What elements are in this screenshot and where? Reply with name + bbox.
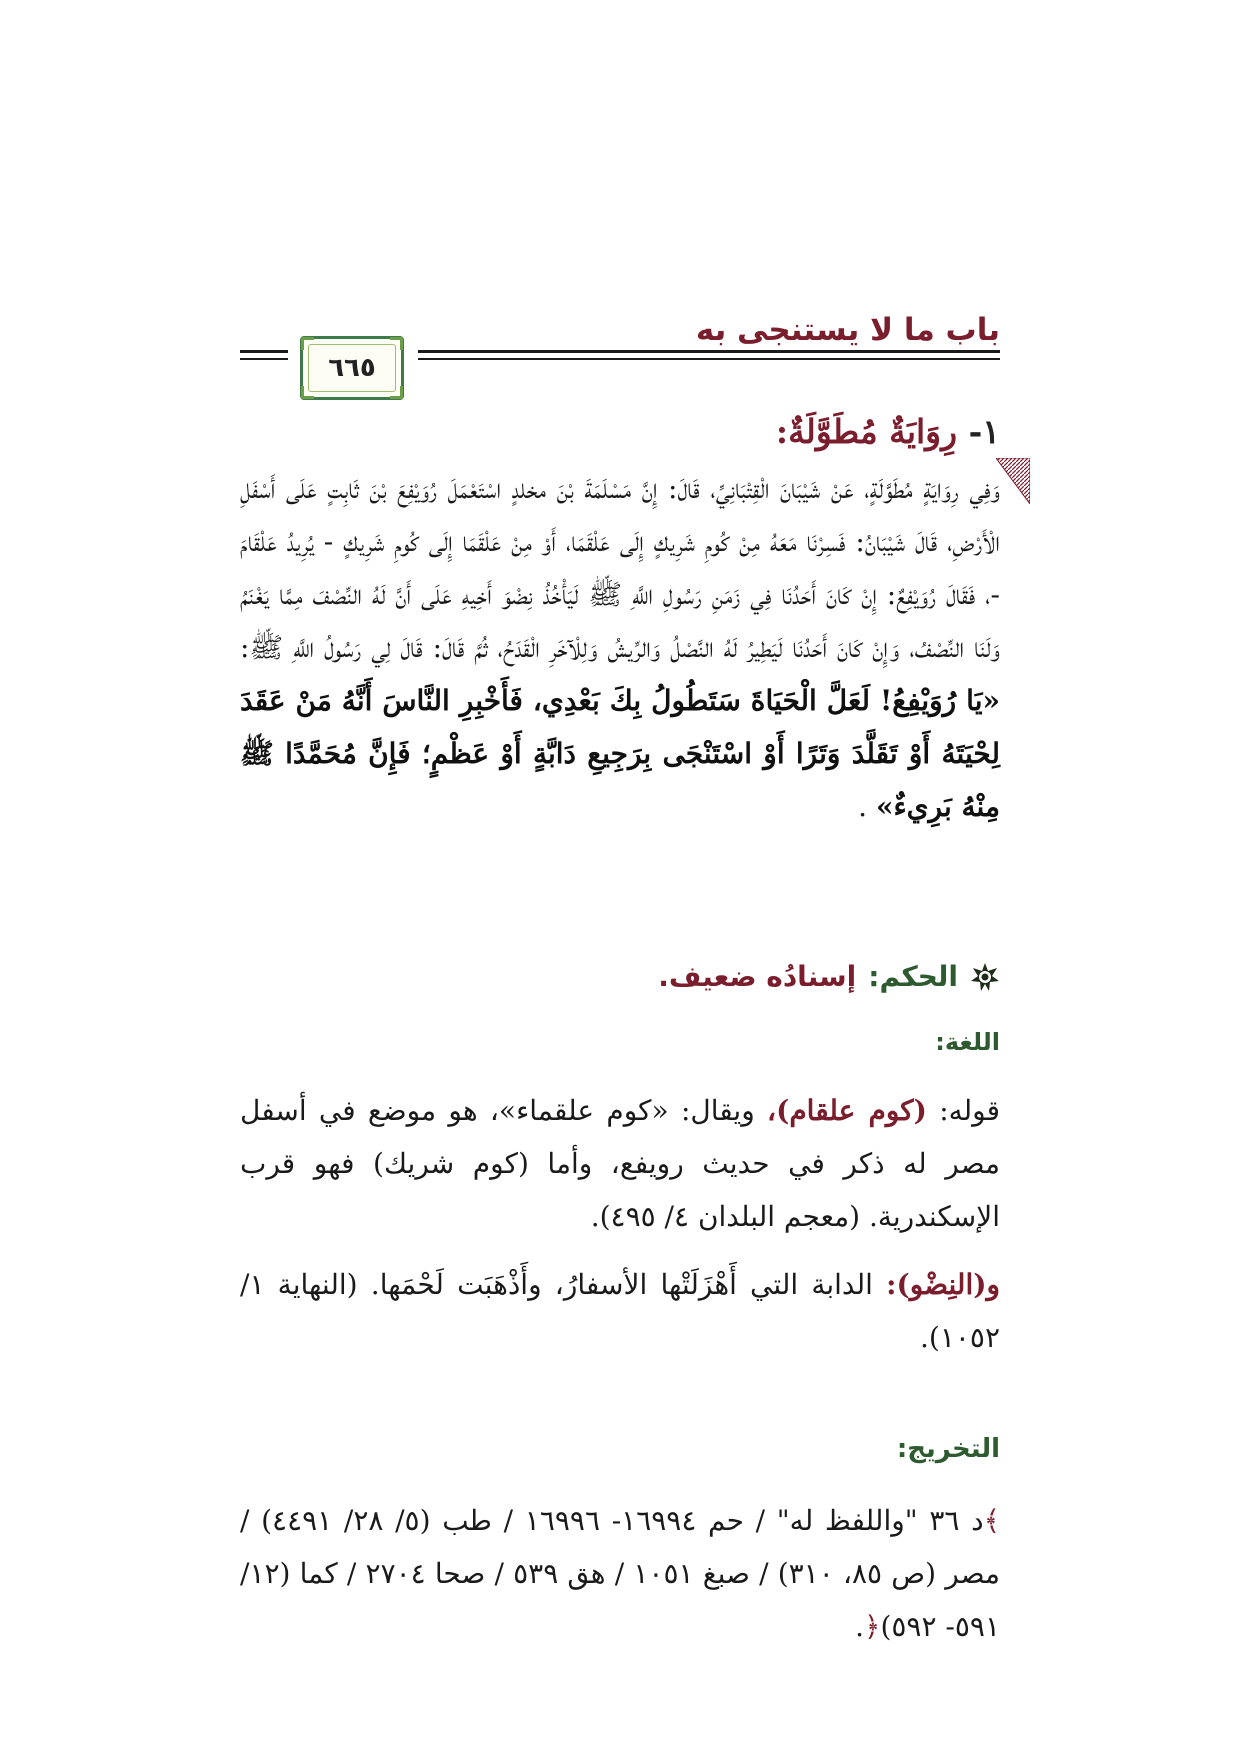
section-title: رِوَايَةٌ مُطَوَّلَةٌ:	[775, 412, 958, 451]
takhrij-open-bracket: ﴾	[983, 1504, 1000, 1537]
hadith-intro: وَفِي رِوَايَةٍ مُطَوَّلَةٍ، عَنْ شَيْبَانَ الْقِتْبَانِيِّ، قَالَ: إِنَّ مَسْلَمَةَ بْنَ مخلدٍ اسْتَعْمَلَ رُوَيْفِعَ بْنَ ثَابِتٍ عَلَى أَسْفَلِ الْأَرْضِ، قَالَ شَيْبَانُ: فَسِرْنَا مَعَهُ مِنْ كُومِ شَرِيكٍ إِلَى عَلْقَمَا، أَوْ مِنْ عَلْقَمَا إِلَى كُومِ شَرِيكٍ - يُرِيدُ عَلْقَامَ -، فَقَالَ رُوَيْفِعٌ: إِنْ كَانَ أَحَدُنَا فِي زَمَنِ رَسُولِ اللَّهِ ﷺ لَيَأْخُذُ نِضْوَ أَخِيهِ عَلَى أَنَّ لَهُ النِّصْفَ مِمَّا يَغْنَمُ وَلَنَا النِّصْفُ، وَإِنْ كَانَ أَحَدُنَا لَيَطِيرُ لَهُ النَّصْلُ وَالرِّيشُ وَلِلْآخَرِ الْقَدَحُ، ثُمَّ قَالَ: قَالَ لِي رَسُولُ اللَّهِ ﷺ:	[240, 472, 1000, 664]
ruling-line	[658, 960, 1000, 993]
takhrij-heading: التخريج:	[896, 1434, 1000, 1464]
ornament-star-icon	[970, 962, 1000, 992]
language-p1-text: ويقال: «كوم علقماء»، هو موضع في أسفل مصر له ذكر في حديث رويفع، وأما (كوم شريك) فهو قرب الإسكندرية. (معجم البلدان ٤/ ٤٩٥).	[240, 1094, 1000, 1233]
takhrij-end: .	[855, 1610, 865, 1643]
running-header-title: باب ما لا يستنجى به	[695, 312, 1000, 348]
page-number: ٦٦٥	[308, 344, 396, 392]
hadith-end: .	[858, 790, 868, 823]
language-p2-keyword: و(النِضْو):	[886, 1268, 1000, 1301]
language-heading: اللغة:	[935, 1028, 1000, 1056]
ruling-value: إسنادُه ضعيف.	[658, 960, 857, 993]
section-heading	[776, 412, 1000, 451]
language-paragraph-1	[240, 1084, 1000, 1243]
language-p1-prefix: قوله:	[939, 1094, 1001, 1127]
takhrij-close-bracket: ﴿	[864, 1610, 881, 1643]
header-rule-top-left	[240, 350, 288, 353]
corner-triangle-icon	[996, 458, 1030, 504]
takhrij-paragraph	[240, 1494, 1000, 1653]
header-rule-top-right	[418, 350, 1000, 353]
header-rule-bottom-left	[240, 358, 288, 360]
hadith-quote: «يَا رُوَيْفِعُ! لَعَلَّ الْحَيَاةَ سَتَطُولُ بِكَ بَعْدِي، فَأَخْبِرِ النَّاسَ أَنَّهُ مَنْ عَقَدَ لِحْيَتَهُ أَوْ تَقَلَّدَ وَتَرًا أَوْ اسْتَنْجَى بِرَجِيعِ دَابَّةٍ أَوْ عَظْمٍ؛ فَإِنَّ مُحَمَّدًا ﷺ مِنْهُ بَرِيءٌ»	[240, 684, 1000, 823]
hadith-text	[240, 462, 1000, 833]
ruling-label: الحكم:	[868, 960, 958, 993]
language-paragraph-2	[240, 1258, 1000, 1364]
header-rule-bottom-right	[418, 358, 1000, 360]
language-p1-keyword: (كوم علقام)،	[767, 1094, 927, 1127]
section-number: ١-	[968, 412, 1000, 451]
page-number-badge	[300, 336, 404, 400]
language-p2-text: الدابة التي أَهْزَلَتْها الأسفارُ، وأَذْهَبَت لَحْمَها. (النهاية ١/ ١٠٥٢).	[240, 1268, 1000, 1354]
takhrij-text: د ٣٦ "واللفظ له" / حم ١٦٩٩٤- ١٦٩٩٦ / طب (٥/ ٢٨/ ٤٤٩١) / مصر (ص ٨٥، ٣١٠) / صبغ ١٠٥١ / هق ٥٣٩ / صحا ٢٧٠٤ / كما (١٢/ ٥٩١- ٥٩٢)	[240, 1504, 1001, 1643]
